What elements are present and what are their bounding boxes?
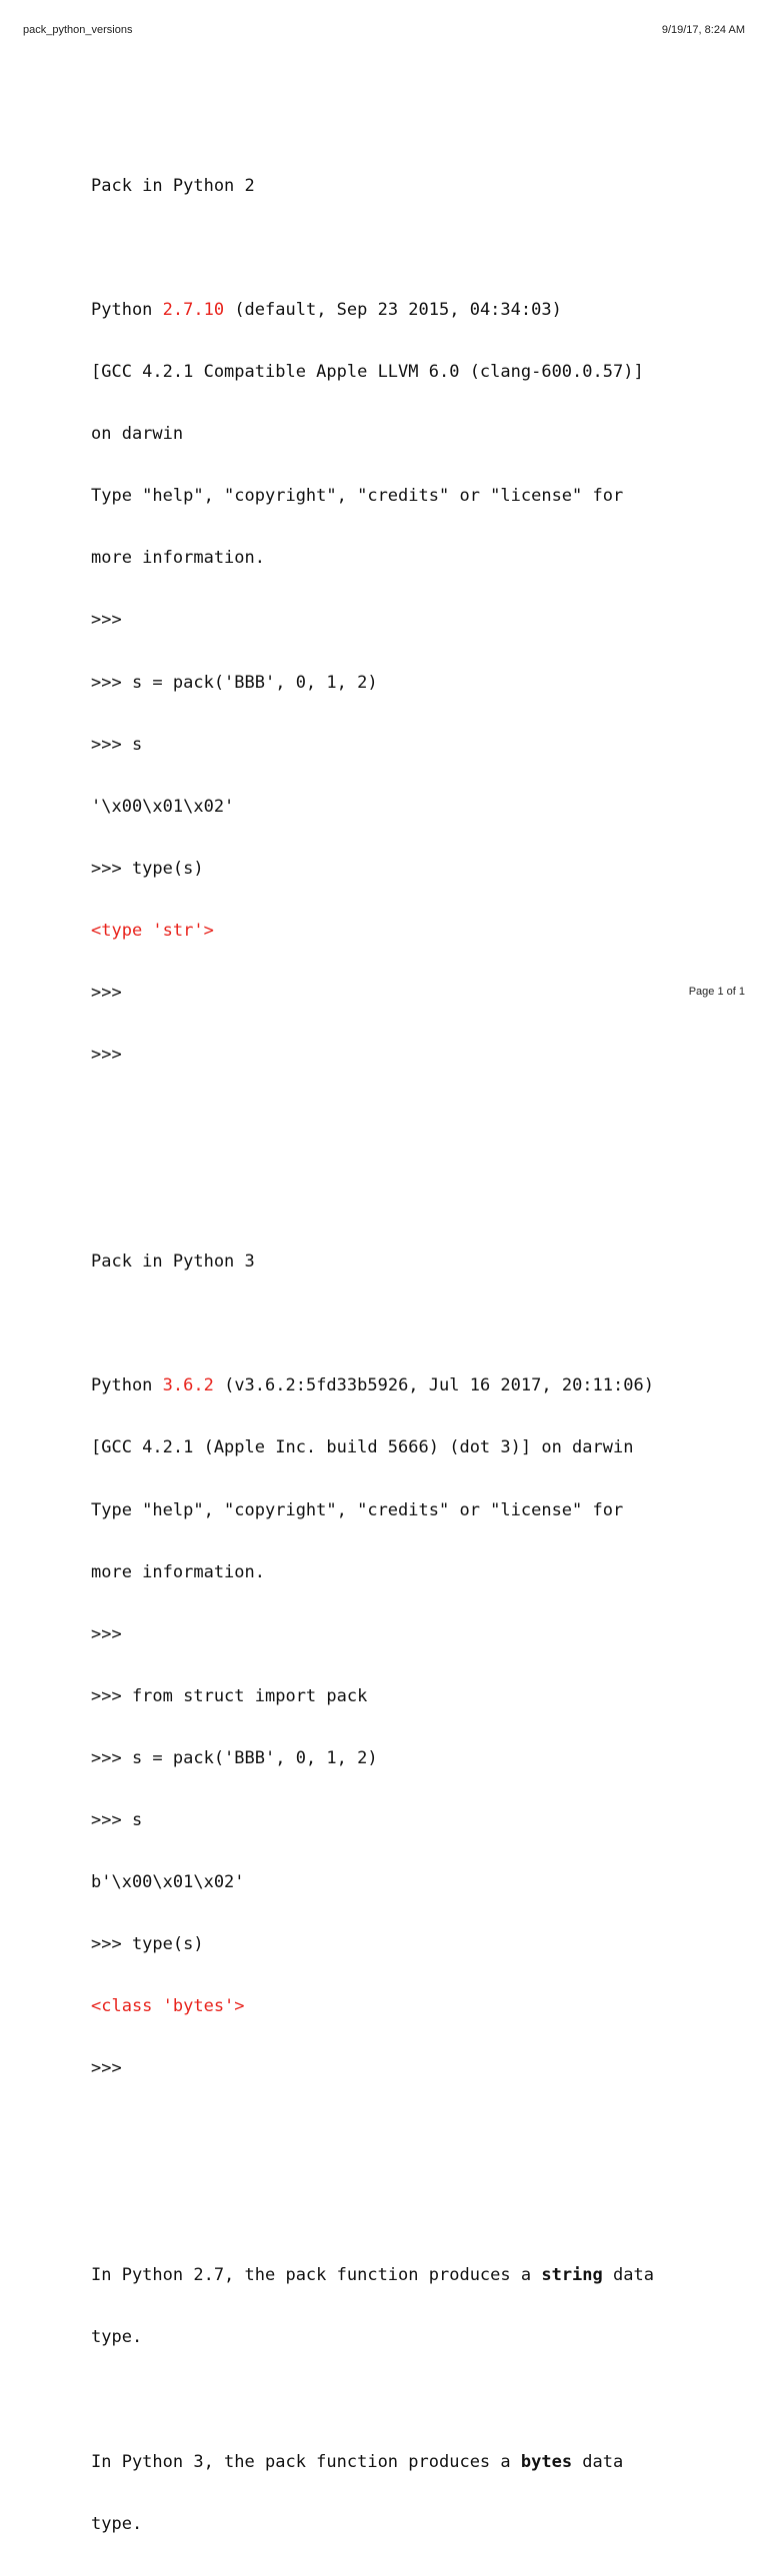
py2-banner-suffix: (default, Sep 23 2015, 04:34:03) <box>224 300 562 320</box>
section-heading-py3: Pack in Python 3 <box>91 1252 255 1273</box>
summary-py3 <box>91 2452 751 2473</box>
py3-pack-line: >>> s = pack('BBB', 0, 1, 2) <box>91 1747 378 1768</box>
py3-banner-suffix: (v3.6.2:5fd33b5926, Jul 16 2017, 20:11:06) <box>213 1375 654 1396</box>
summary-py3-suffix: data <box>572 2451 624 2472</box>
summary-py27-prefix: In Python 2.7, the pack function produces a <box>91 2265 542 2286</box>
py2-platform-line: on darwin <box>91 424 184 445</box>
py2-prompt-line: >>> <box>91 610 122 631</box>
py2-typecall-line: >>> type(s) <box>91 858 204 879</box>
summary-py27-suffix: data <box>602 2265 654 2286</box>
py3-typecall-line: >>> type(s) <box>91 1934 204 1955</box>
py2-pack-line: >>> s = pack('BBB', 0, 1, 2) <box>91 672 378 693</box>
py3-s-line: >>> s <box>91 1809 143 1830</box>
py3-banner-prefix: Python <box>91 1375 163 1396</box>
py3-banner <box>91 1375 751 1396</box>
py2-version: 2.7.10 <box>162 300 225 320</box>
print-header-title: pack_python_versions <box>23 24 133 36</box>
py3-import-line: >>> from struct import pack <box>91 1685 368 1706</box>
py2-s-line: >>> s <box>91 734 143 755</box>
document-body <box>91 93 751 2576</box>
print-header-datetime: 9/19/17, 8:24 AM <box>661 24 745 36</box>
py2-gcc-line: [GCC 4.2.1 Compatible Apple LLVM 6.0 (clang-600.0.57)] <box>91 362 644 383</box>
py3-value-line: b'\x00\x01\x02' <box>91 1872 245 1893</box>
py3-prompt-line: >>> <box>91 2058 122 2079</box>
py3-more-info-line: more information. <box>91 1561 265 1582</box>
py2-banner-prefix: Python <box>91 300 163 320</box>
section-heading-py2: Pack in Python 2 <box>91 175 255 196</box>
py3-type-help-line: Type "help", "copyright", "credits" or "license" for <box>91 1499 624 1520</box>
py3-prompt-line: >>> <box>91 1623 122 1644</box>
summary-py27 <box>91 2265 751 2286</box>
py2-prompt-line: >>> <box>91 1045 122 1066</box>
py2-banner <box>91 300 751 321</box>
summary-py3-line2: type. <box>91 2513 143 2534</box>
summary-py3-prefix: In Python 3, the pack function produces a <box>91 2451 521 2472</box>
py2-type-help-line: Type "help", "copyright", "credits" or "license" for <box>91 486 624 507</box>
py2-more-info-line: more information. <box>91 548 265 569</box>
page-number: Page 1 of 1 <box>688 986 745 998</box>
summary-py27-type: string <box>541 2265 603 2286</box>
summary-py27-line2: type. <box>91 2327 143 2348</box>
summary-py3-type: bytes <box>520 2451 573 2472</box>
py3-type-result: <class 'bytes'> <box>91 1996 245 2017</box>
py3-version: 3.6.2 <box>162 1375 214 1396</box>
py3-gcc-line: [GCC 4.2.1 (Apple Inc. build 5666) (dot 3)] on darwin <box>91 1437 634 1458</box>
py2-prompt-line: >>> <box>91 983 122 1004</box>
py2-type-result: <type 'str'> <box>91 920 214 941</box>
py2-value-line: '\x00\x01\x02' <box>91 796 235 817</box>
